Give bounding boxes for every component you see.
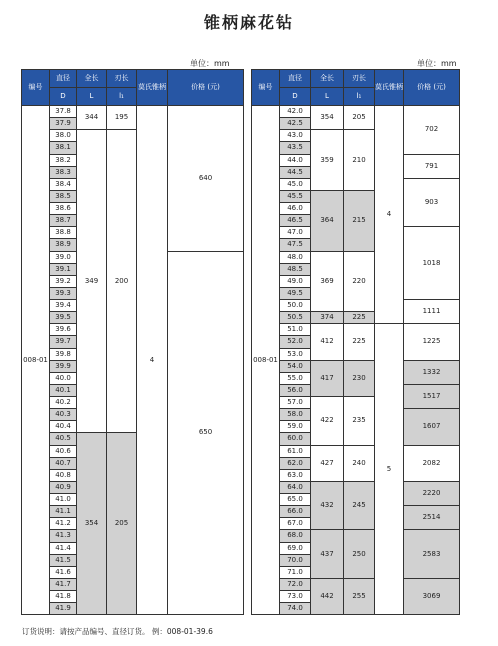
diameter-cell: 38.9 [50, 239, 77, 251]
diameter-cell: 40.7 [50, 457, 77, 469]
diameter-cell: 69.0 [280, 542, 311, 554]
diameter-cell: 48.5 [280, 263, 311, 275]
diameter-cell: 45.0 [280, 178, 311, 190]
diameter-cell: 39.9 [50, 360, 77, 372]
price-cell: 903 [404, 178, 460, 227]
drill-table-right [251, 69, 460, 615]
header-price: 价格 (元) [168, 70, 244, 106]
diameter-cell: 43.5 [280, 142, 311, 154]
header-total-length-symbol: L [77, 88, 107, 106]
diameter-cell: 38.4 [50, 178, 77, 190]
table-row [252, 106, 460, 118]
header-code: 编号 [22, 70, 50, 106]
diameter-cell: 39.8 [50, 348, 77, 360]
flute-length-cell: 220 [344, 251, 375, 312]
total-length-cell: 417 [311, 360, 344, 396]
diameter-cell: 41.7 [50, 578, 77, 590]
total-length-cell: 437 [311, 530, 344, 579]
price-cell: 1225 [404, 324, 460, 360]
diameter-cell: 66.0 [280, 506, 311, 518]
total-length-cell: 364 [311, 190, 344, 251]
total-length-cell: 427 [311, 445, 344, 481]
price-cell: 1607 [404, 409, 460, 445]
table-row [252, 481, 460, 493]
diameter-cell: 38.8 [50, 227, 77, 239]
diameter-cell: 47.5 [280, 239, 311, 251]
diameter-cell: 52.0 [280, 336, 311, 348]
flute-length-cell: 250 [344, 530, 375, 579]
table-row [252, 445, 460, 457]
diameter-cell: 72.0 [280, 578, 311, 590]
total-length-cell: 442 [311, 578, 344, 614]
flute-length-cell: 205 [107, 433, 137, 615]
flute-length-cell: 215 [344, 190, 375, 251]
header-morse: 莫氏锥柄 [375, 70, 404, 106]
diameter-cell: 55.0 [280, 372, 311, 384]
diameter-cell: 51.0 [280, 324, 311, 336]
flute-length-cell: 245 [344, 481, 375, 530]
unit-label-left: 单位：mm [190, 59, 230, 68]
diameter-cell: 41.6 [50, 566, 77, 578]
header-total-length: 全长 [77, 70, 107, 88]
price-cell: 702 [404, 106, 460, 155]
diameter-cell: 63.0 [280, 469, 311, 481]
diameter-cell: 41.9 [50, 603, 77, 615]
total-length-cell: 374 [311, 312, 344, 324]
price-cell: 1517 [404, 384, 460, 408]
diameter-cell: 49.0 [280, 275, 311, 287]
diameter-cell: 46.0 [280, 203, 311, 215]
diameter-cell: 67.0 [280, 518, 311, 530]
table-row [252, 530, 460, 542]
diameter-cell: 49.5 [280, 287, 311, 299]
total-length-cell: 369 [311, 251, 344, 312]
diameter-cell: 39.2 [50, 275, 77, 287]
header-flute-length: 刃长 [344, 70, 375, 88]
diameter-cell: 68.0 [280, 530, 311, 542]
price-cell: 640 [168, 106, 244, 252]
total-length-cell: 354 [77, 433, 107, 615]
diameter-cell: 38.1 [50, 142, 77, 154]
diameter-cell: 50.0 [280, 300, 311, 312]
flute-length-cell: 255 [344, 578, 375, 614]
diameter-cell: 44.0 [280, 154, 311, 166]
diameter-cell: 43.0 [280, 130, 311, 142]
diameter-cell: 40.3 [50, 409, 77, 421]
unit-label-right: 单位：mm [417, 59, 457, 68]
morse-taper-cell: 5 [375, 324, 404, 615]
total-length-cell: 349 [77, 130, 107, 433]
diameter-cell: 38.6 [50, 203, 77, 215]
diameter-cell: 39.5 [50, 312, 77, 324]
diameter-cell: 41.8 [50, 591, 77, 603]
price-cell: 2220 [404, 481, 460, 505]
diameter-cell: 41.0 [50, 494, 77, 506]
diameter-cell: 65.0 [280, 494, 311, 506]
total-length-cell: 359 [311, 130, 344, 191]
diameter-cell: 38.3 [50, 166, 77, 178]
header-code: 编号 [252, 70, 280, 106]
diameter-cell: 39.1 [50, 263, 77, 275]
price-cell: 1111 [404, 300, 460, 324]
table-row [252, 360, 460, 372]
order-note: 订货说明：请按产品编号、直径订货。 例：008-01-39.6 [22, 627, 213, 636]
diameter-cell: 39.6 [50, 324, 77, 336]
header-diameter-symbol: D [50, 88, 77, 106]
flute-length-cell: 195 [107, 106, 137, 130]
flute-length-cell: 205 [344, 106, 375, 130]
diameter-cell: 40.0 [50, 372, 77, 384]
diameter-cell: 38.0 [50, 130, 77, 142]
table-row [252, 324, 460, 336]
total-length-cell: 422 [311, 397, 344, 446]
price-cell: 3069 [404, 578, 460, 614]
price-cell: 650 [168, 251, 244, 615]
diameter-cell: 41.5 [50, 554, 77, 566]
diameter-cell: 37.9 [50, 118, 77, 130]
diameter-cell: 70.0 [280, 554, 311, 566]
diameter-cell: 58.0 [280, 409, 311, 421]
diameter-cell: 71.0 [280, 566, 311, 578]
header-diameter: 直径 [280, 70, 311, 88]
morse-taper-cell: 4 [375, 106, 404, 324]
diameter-cell: 41.2 [50, 518, 77, 530]
header-diameter-symbol: D [280, 88, 311, 106]
diameter-cell: 54.0 [280, 360, 311, 372]
diameter-cell: 42.5 [280, 118, 311, 130]
diameter-cell: 38.2 [50, 154, 77, 166]
total-length-cell: 354 [311, 106, 344, 130]
flute-length-cell: 225 [344, 312, 375, 324]
diameter-cell: 60.0 [280, 433, 311, 445]
diameter-cell: 57.0 [280, 397, 311, 409]
diameter-cell: 45.5 [280, 190, 311, 202]
total-length-cell: 344 [77, 106, 107, 130]
diameter-cell: 73.0 [280, 591, 311, 603]
diameter-cell: 62.0 [280, 457, 311, 469]
diameter-cell: 42.0 [280, 106, 311, 118]
price-cell: 2082 [404, 445, 460, 481]
price-cell: 2583 [404, 530, 460, 579]
header-morse: 莫氏锥柄 [137, 70, 168, 106]
header-flute-length-symbol: l₁ [107, 88, 137, 106]
diameter-cell: 53.0 [280, 348, 311, 360]
diameter-cell: 48.0 [280, 251, 311, 263]
diameter-cell: 40.5 [50, 433, 77, 445]
diameter-cell: 59.0 [280, 421, 311, 433]
product-code-cell: 008-01 [252, 106, 280, 615]
total-length-cell: 432 [311, 481, 344, 530]
flute-length-cell: 200 [107, 130, 137, 433]
flute-length-cell: 240 [344, 445, 375, 481]
diameter-cell: 41.4 [50, 542, 77, 554]
diameter-cell: 44.5 [280, 166, 311, 178]
price-cell: 791 [404, 154, 460, 178]
morse-taper-cell: 4 [137, 106, 168, 615]
diameter-cell: 40.8 [50, 469, 77, 481]
table-row [252, 578, 460, 590]
header-price: 价格 (元) [404, 70, 460, 106]
diameter-cell: 40.6 [50, 445, 77, 457]
diameter-cell: 41.3 [50, 530, 77, 542]
flute-length-cell: 235 [344, 397, 375, 446]
diameter-cell: 74.0 [280, 603, 311, 615]
diameter-cell: 39.0 [50, 251, 77, 263]
diameter-cell: 50.5 [280, 312, 311, 324]
diameter-cell: 40.2 [50, 397, 77, 409]
flute-length-cell: 230 [344, 360, 375, 396]
price-cell: 1332 [404, 360, 460, 384]
diameter-cell: 38.7 [50, 215, 77, 227]
diameter-cell: 46.5 [280, 215, 311, 227]
diameter-cell: 37.8 [50, 106, 77, 118]
diameter-cell: 61.0 [280, 445, 311, 457]
table-row [22, 106, 244, 118]
diameter-cell: 56.0 [280, 384, 311, 396]
diameter-cell: 40.4 [50, 421, 77, 433]
flute-length-cell: 225 [344, 324, 375, 360]
product-code-cell: 008-01 [22, 106, 50, 615]
price-cell: 1018 [404, 227, 460, 300]
price-cell: 2514 [404, 506, 460, 530]
diameter-cell: 47.0 [280, 227, 311, 239]
drill-table-left [21, 69, 244, 615]
diameter-cell: 39.7 [50, 336, 77, 348]
header-diameter: 直径 [50, 70, 77, 88]
diameter-cell: 38.5 [50, 190, 77, 202]
total-length-cell: 412 [311, 324, 344, 360]
header-flute-length: 刃长 [107, 70, 137, 88]
header-flute-length-symbol: l₁ [344, 88, 375, 106]
diameter-cell: 40.1 [50, 384, 77, 396]
header-total-length: 全长 [311, 70, 344, 88]
diameter-cell: 41.1 [50, 506, 77, 518]
diameter-cell: 39.3 [50, 287, 77, 299]
diameter-cell: 40.9 [50, 481, 77, 493]
header-total-length-symbol: L [311, 88, 344, 106]
diameter-cell: 39.4 [50, 300, 77, 312]
page-title: 锥柄麻花钻 [203, 13, 294, 32]
diameter-cell: 64.0 [280, 481, 311, 493]
flute-length-cell: 210 [344, 130, 375, 191]
